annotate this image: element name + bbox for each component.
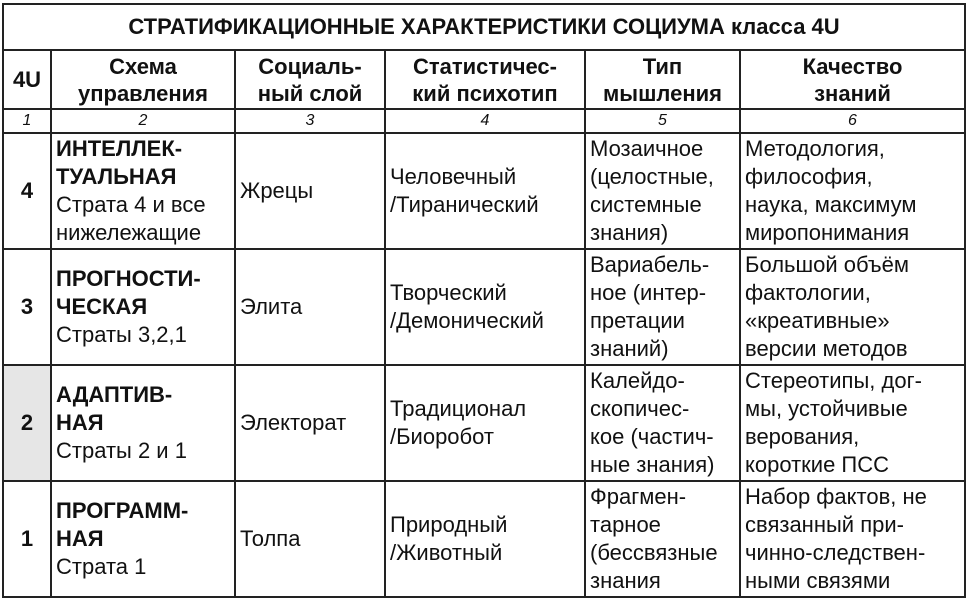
header-text: Качество [802, 53, 903, 79]
knowledge-cell-line: философия, [745, 164, 873, 189]
scheme-name-line: НАЯ [56, 526, 104, 551]
column-number: 4 [385, 109, 585, 133]
header-cell-scheme [51, 50, 235, 109]
knowledge-cell-line: короткие ПСС [745, 452, 890, 477]
thinking-cell [585, 365, 740, 481]
knowledge-cell-line: Стереотипы, дог- [745, 368, 922, 393]
scheme-cell [51, 133, 235, 249]
knowledge-cell [740, 249, 965, 365]
scheme-name-line: НАЯ [56, 410, 104, 435]
thinking-cell-line: претации [590, 308, 685, 333]
level-cell: 2 [3, 365, 51, 481]
header-row [3, 50, 965, 109]
psychotype-cell-line: Традиционал [390, 396, 527, 421]
social-layer-cell: Элита [235, 249, 385, 365]
scheme-strata-line: Страты 3,2,1 [56, 322, 187, 347]
table-row [3, 481, 965, 597]
knowledge-cell-line: Большой объём [745, 252, 909, 277]
scheme-cell [51, 365, 235, 481]
thinking-cell-line: (целостные, [590, 164, 714, 189]
thinking-cell-line: ные знания) [590, 452, 715, 477]
knowledge-cell-line: Набор фактов, не [745, 484, 927, 509]
title-row [3, 4, 965, 50]
table-row [3, 365, 965, 481]
thinking-cell-line: Фрагмен- [590, 484, 687, 509]
thinking-cell [585, 133, 740, 249]
knowledge-cell [740, 365, 965, 481]
thinking-cell-line: Вариабель- [590, 252, 710, 277]
column-number: 6 [740, 109, 965, 133]
level-cell: 3 [3, 249, 51, 365]
psychotype-cell-line: /Биоробот [390, 424, 494, 449]
thinking-cell [585, 481, 740, 597]
psychotype-cell-line: Природный [390, 512, 508, 537]
column-number: 1 [3, 109, 51, 133]
thinking-cell-line: кое (частич- [590, 424, 714, 449]
stratification-table [2, 3, 966, 598]
thinking-cell [585, 249, 740, 365]
knowledge-cell-line: ными связями [745, 568, 891, 593]
scheme-strata-line: Страта 4 и все [56, 192, 206, 217]
header-cell-thinking [585, 50, 740, 109]
thinking-cell-line: системные [590, 192, 702, 217]
scheme-name-line: ПРОГНОСТИ- [56, 266, 201, 291]
thinking-cell-line: тарное [590, 512, 661, 537]
psychotype-cell [385, 133, 585, 249]
table-body [3, 133, 965, 597]
thinking-cell-line: знания) [590, 220, 669, 245]
header-text: Схема [109, 53, 177, 79]
header-text: Статистичес- [412, 53, 557, 79]
header-cell-level [3, 50, 51, 109]
column-number-row [3, 109, 965, 133]
header-text: 4U [12, 67, 42, 92]
thinking-cell-line: Мозаичное [590, 136, 704, 161]
header-text: управления [77, 80, 208, 106]
scheme-strata-line: Страты 2 и 1 [56, 438, 187, 463]
level-cell: 1 [3, 481, 51, 597]
header-text: ный слой [257, 80, 363, 106]
knowledge-cell-line: Методология, [745, 136, 885, 161]
knowledge-cell-line: верования, [745, 424, 860, 449]
psychotype-cell [385, 481, 585, 597]
scheme-name-line: ЧЕСКАЯ [56, 294, 148, 319]
knowledge-cell-line: чинно-следствен- [745, 540, 926, 565]
knowledge-cell-line: связанный при- [745, 512, 904, 537]
scheme-cell [51, 249, 235, 365]
table-row [3, 133, 965, 249]
scheme-name-line: АДАПТИВ- [56, 382, 173, 407]
knowledge-cell-line: «креативные» [745, 308, 890, 333]
thinking-cell-line: ное (интер- [590, 280, 707, 305]
column-number: 3 [235, 109, 385, 133]
psychotype-cell-line: Человечный [390, 164, 517, 189]
psychotype-cell [385, 249, 585, 365]
header-text: Социаль- [258, 53, 362, 79]
psychotype-cell-line: /Тиранический [390, 192, 539, 217]
knowledge-cell-line: мы, устойчивые [745, 396, 908, 421]
psychotype-cell-line: /Животный [390, 540, 503, 565]
header-cell-psychotype [385, 50, 585, 109]
level-cell: 4 [3, 133, 51, 249]
column-number: 5 [585, 109, 740, 133]
knowledge-cell [740, 133, 965, 249]
knowledge-cell-line: версии методов [745, 336, 908, 361]
scheme-name-line: ПРОГРАММ- [56, 498, 189, 523]
table-title: СТРАТИФИКАЦИОННЫЕ ХАРАКТЕРИСТИКИ СОЦИУМА класса 4U [3, 4, 965, 50]
scheme-strata-line: Страта 1 [56, 554, 147, 579]
psychotype-cell [385, 365, 585, 481]
scheme-cell [51, 481, 235, 597]
thinking-cell-line: знаний) [590, 336, 669, 361]
thinking-cell-line: (бессвязные [590, 540, 718, 565]
knowledge-cell-line: наука, максимум [745, 192, 917, 217]
header-text: Тип [642, 53, 683, 79]
header-cell-layer [235, 50, 385, 109]
knowledge-cell-line: миропонимания [745, 220, 910, 245]
psychotype-cell-line: /Демонический [390, 308, 544, 333]
social-layer-cell: Электорат [235, 365, 385, 481]
column-number: 2 [51, 109, 235, 133]
header-cell-knowledge [740, 50, 965, 109]
psychotype-cell-line: Творческий [390, 280, 507, 305]
scheme-name-line: ИНТЕЛЛЕК- [56, 136, 183, 161]
scheme-strata-line: нижележащие [56, 220, 202, 245]
header-text: кий психотип [412, 80, 558, 106]
header-text: мышления [603, 80, 722, 106]
knowledge-cell-line: фактологии, [745, 280, 871, 305]
table-row [3, 249, 965, 365]
social-layer-cell: Толпа [235, 481, 385, 597]
thinking-cell-line: знания [590, 568, 661, 593]
header-text: знаний [814, 80, 891, 106]
social-layer-cell: Жрецы [235, 133, 385, 249]
knowledge-cell [740, 481, 965, 597]
thinking-cell-line: скопичес- [590, 396, 690, 421]
scheme-name-line: ТУАЛЬНАЯ [56, 164, 177, 189]
thinking-cell-line: Калейдо- [590, 368, 685, 393]
